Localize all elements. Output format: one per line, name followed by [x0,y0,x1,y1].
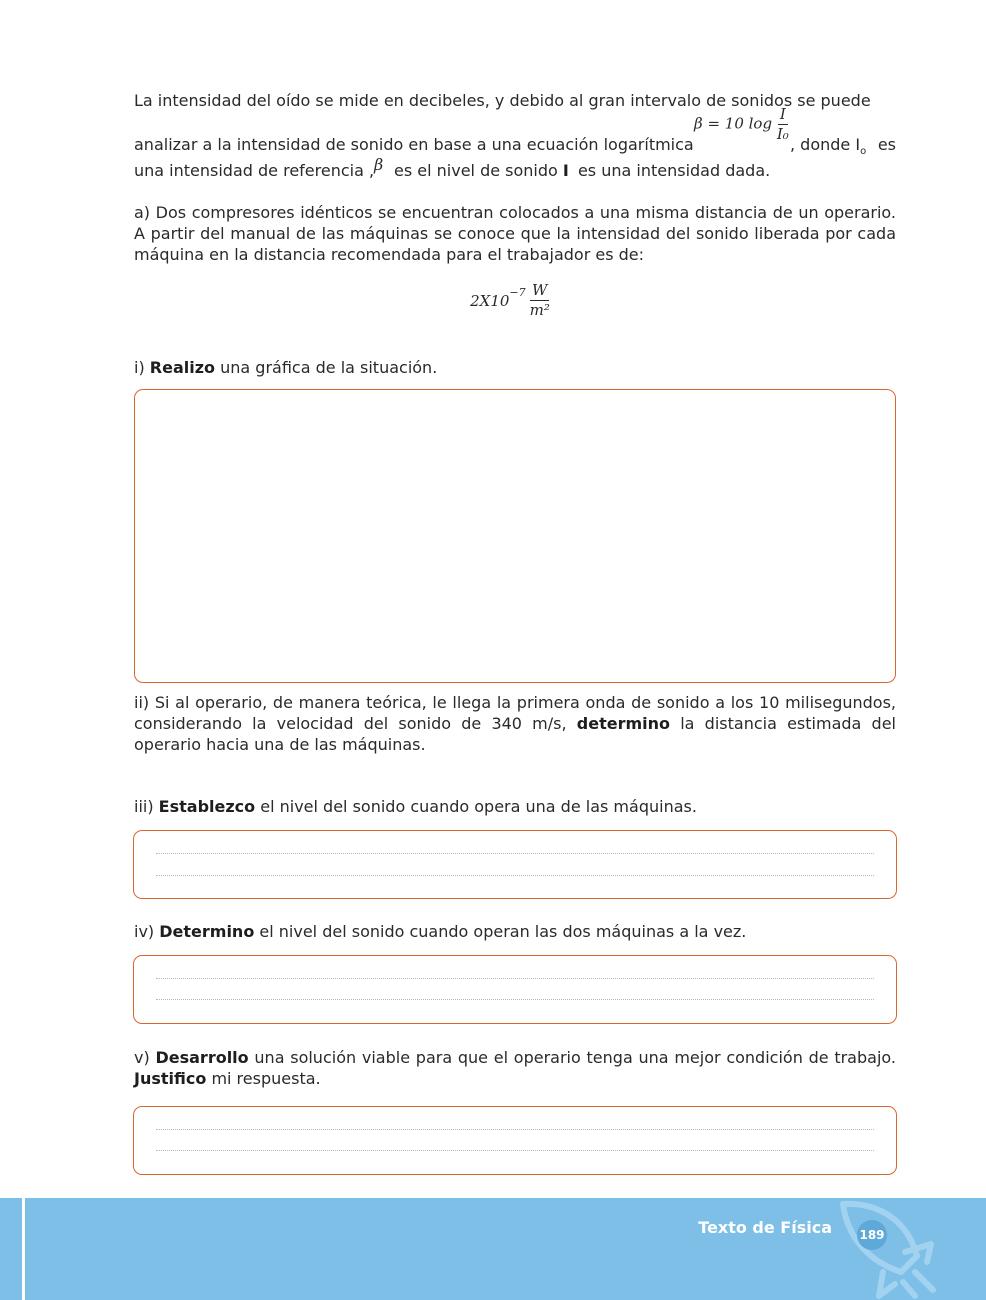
q5-text: una solución viable para que el operario tenga una mejor condición de trabajo. [254,1048,896,1067]
q3-prefix: iii) [134,797,154,816]
unit-denominator: m² [529,301,550,319]
q3-text: el nivel del sonido cuando opera una de las máquinas. [260,797,697,816]
intro-text-2a: analizar a la intensidad de sonido en base a una ecuación logarítmica [134,135,694,154]
q3-verb: Establezco [158,797,256,816]
intro-line-3 [134,155,896,183]
intro-bold-i: I [562,161,569,180]
formula-denominator: I₀ [776,125,789,143]
beta-formula [694,107,789,142]
rocket-icon [835,1198,945,1300]
formula-fraction [777,107,789,142]
q2-text-a: ii) Si al operario, de manera teórica, le llega la primera onda de sonido a los 10 milisegundos, considerando la velocidad del sonido de 340 m/s, [134,693,896,733]
intro-text-2c: es [877,135,896,154]
q5-verb-2: Justifico [134,1069,207,1088]
intensity-base: 2X10 [470,291,510,310]
intensity-unit [530,283,550,318]
q5-verb: Desarrollo [155,1048,249,1067]
q5-text-2: mi respuesta. [211,1069,321,1088]
intensity-value [134,283,896,329]
graph-answer-box[interactable] [134,389,896,683]
q4-verb: Determino [159,922,255,941]
answer-line [156,1150,874,1151]
page-footer [0,1198,986,1300]
question-1 [134,358,896,377]
footer-left-strip [0,1198,25,1300]
answer-box-3[interactable] [133,830,897,899]
intro-text-2b-wrap [790,135,866,157]
intro-text-3a: una intensidad de referencia , [134,161,375,180]
q1-text: una gráfica de la situación. [220,358,438,377]
footer-book-title: Texto de Física [698,1218,832,1237]
question-2 [134,692,896,755]
answer-box-4[interactable] [133,955,897,1024]
answer-line [156,875,874,876]
intro-text-3b-wrap [394,161,770,180]
page-content [134,88,896,329]
part-a-text: a) Dos compresores idénticos se encuentran colocados a una misma distancia de un operario. A partir del manual de las máquinas se conoce que la intensidad del sonido liberada por cada máquina en la distancia recomendada para el trabajador es de: [134,203,896,264]
intro-text-1: La intensidad del oído se mide en decibeles, y debido al gran intervalo de sonidos se puede [134,91,871,110]
beta-symbol: β [374,155,384,174]
intro-subscript: o [860,146,867,158]
intro-text-3c: es una intensidad dada. [577,161,771,180]
question-3 [134,797,896,816]
question-5 [134,1047,896,1089]
intro-line-2 [134,105,896,158]
unit-numerator: W [532,281,548,299]
answer-line [156,853,874,854]
intro-text-3b: es el nivel de sonido [394,161,558,180]
q4-prefix: iv) [134,922,155,941]
q2-text-b: la distancia estimada del operario hacia una de las máquinas. [134,714,896,754]
formula-numerator: I [779,105,786,123]
q4-text: el nivel del sonido cuando operan las dos máquinas a la vez. [259,922,747,941]
q1-verb: Realizo [149,358,216,377]
question-4 [134,922,896,941]
q2-verb: determino [576,714,671,733]
answer-line [156,978,874,979]
answer-line [156,1129,874,1130]
page-number: 189 [857,1220,887,1250]
formula-lhs: β = 10 log [694,114,773,133]
answer-box-5[interactable] [133,1106,897,1175]
intro-text-2b: , donde I [790,135,861,154]
q5-prefix: v) [134,1048,150,1067]
intensity-expression [470,283,550,318]
intensity-exponent: −7 [509,286,526,299]
q1-prefix: i) [134,358,145,377]
answer-line [156,999,874,1000]
